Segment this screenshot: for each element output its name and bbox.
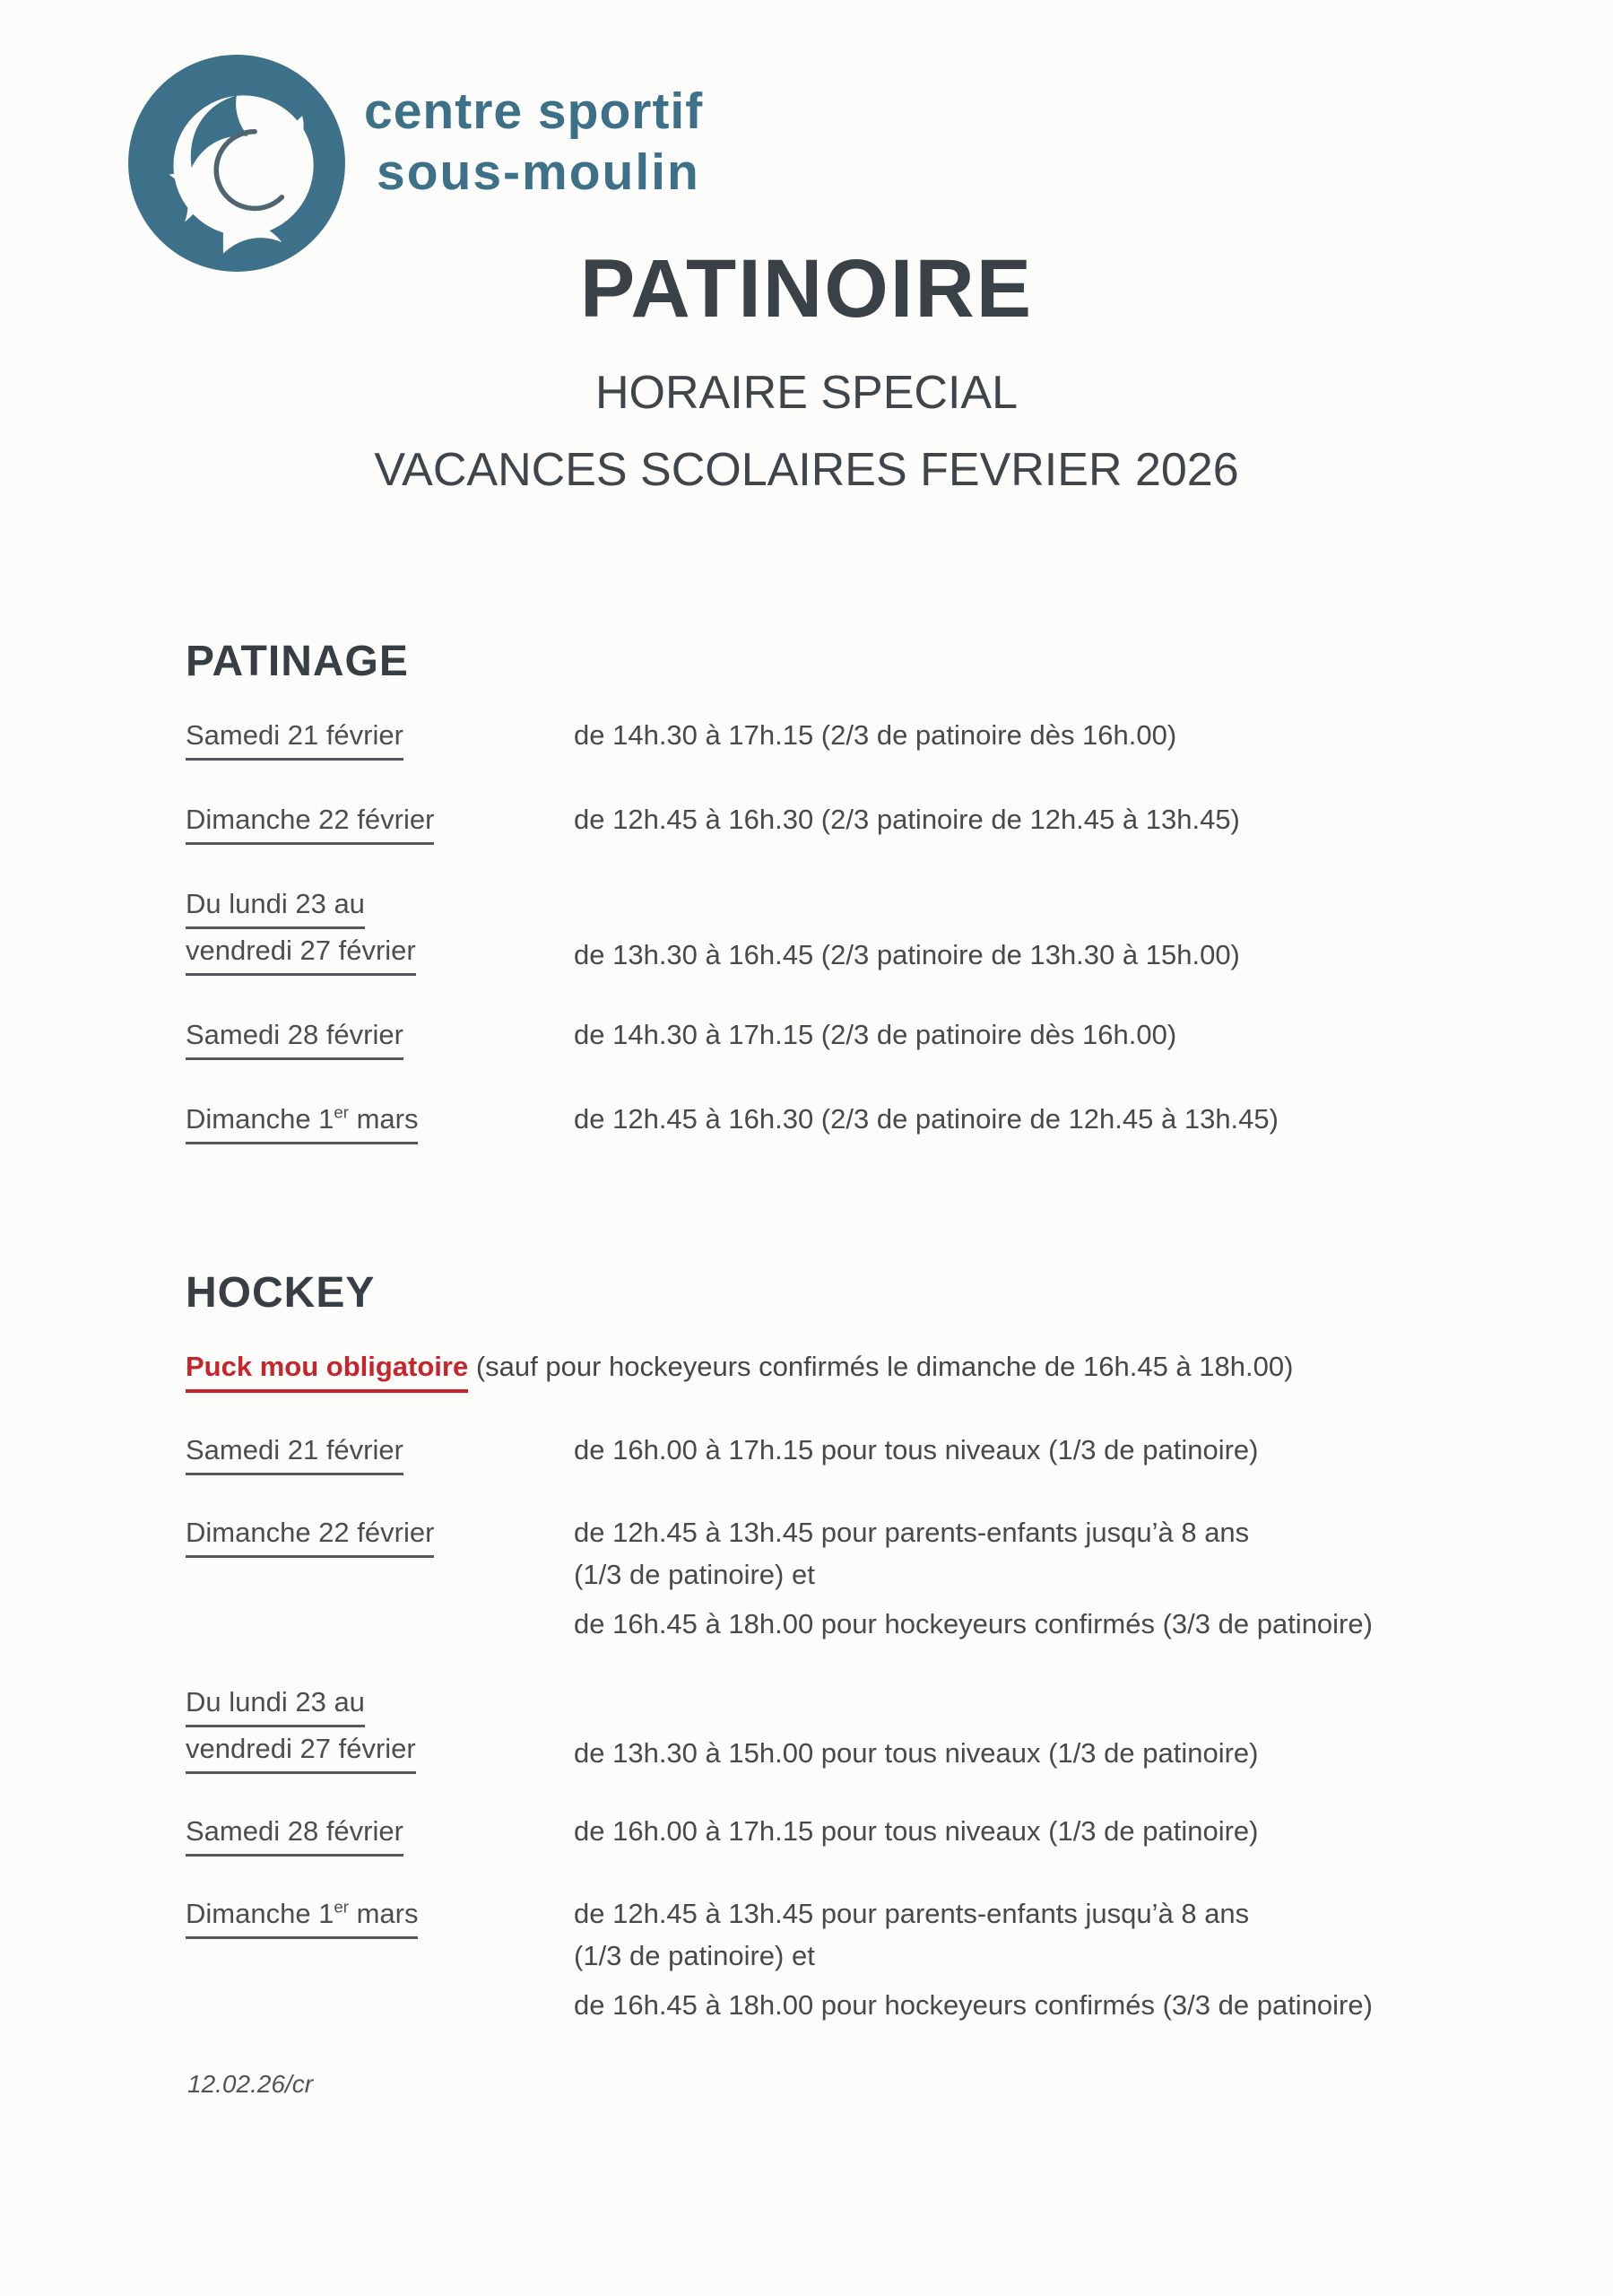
hockey-section xyxy=(186,1269,1486,2026)
time-text: de 16h.00 à 17h.15 pour tous niveaux (1/3 de patinoire) xyxy=(574,1815,1259,1847)
table-row xyxy=(186,1429,1486,1475)
time-text: de 16h.45 à 18h.00 pour hockeyeurs confirmés (3/3 de patinoire) xyxy=(574,1608,1373,1639)
time-text: de 14h.30 à 17h.15 (2/3 de patinoire dès 16h.00) xyxy=(574,719,1177,751)
date-prefix: Dimanche 1 xyxy=(186,1898,334,1929)
date-text: Samedi 28 février xyxy=(186,1810,403,1857)
date-text: Dimanche 22 février xyxy=(186,798,434,845)
time-text: de 16h.00 à 17h.15 pour tous niveaux (1/3 de patinoire) xyxy=(574,1434,1259,1465)
date-suffix: mars xyxy=(348,1898,419,1929)
time-cell xyxy=(574,1892,1486,2026)
time-text: de 12h.45 à 16h.30 (2/3 patinoire de 12h.45 à 13h.45) xyxy=(574,804,1240,835)
puck-note-rest: (sauf pour hockeyeurs confirmés le dimanche de 16h.45 à 18h.00) xyxy=(468,1351,1294,1382)
table-row xyxy=(186,883,1486,976)
date-line xyxy=(186,798,574,845)
time-cell xyxy=(574,1511,1486,1645)
date-text: Du lundi 23 au xyxy=(186,1681,365,1727)
date-text xyxy=(186,1098,418,1144)
date-text: Samedi 21 février xyxy=(186,714,403,761)
logo-name-line2: sous-moulin xyxy=(377,144,700,202)
page-title: PATINOIRE xyxy=(579,243,1034,335)
date-line xyxy=(186,929,574,976)
date-line xyxy=(186,1511,574,1558)
date-text: vendredi 27 février xyxy=(186,929,416,976)
puck-note-bold: Puck mou obligatoire xyxy=(186,1345,468,1393)
time-cell xyxy=(574,934,1486,976)
date-cell xyxy=(186,798,574,845)
date-cell xyxy=(186,714,574,761)
time-text: de 14h.30 à 17h.15 (2/3 de patinoire dès 16h.00) xyxy=(574,1019,1177,1050)
table-row xyxy=(186,1098,1486,1144)
table-row xyxy=(186,1681,1486,1774)
table-row xyxy=(186,1013,1486,1060)
time-text: de 13h.30 à 16h.45 (2/3 patinoire de 13h.30 à 15h.00) xyxy=(574,939,1240,970)
date-text xyxy=(186,1892,418,1939)
date-cell xyxy=(186,1681,574,1774)
date-text: vendredi 27 février xyxy=(186,1727,416,1774)
date-cell xyxy=(186,1429,574,1475)
time-cell xyxy=(574,1810,1486,1852)
date-prefix: Dimanche 1 xyxy=(186,1103,334,1135)
puck-note xyxy=(186,1345,1486,1393)
time-cell xyxy=(574,1098,1486,1140)
date-text: Dimanche 22 février xyxy=(186,1511,434,1558)
table-row xyxy=(186,1810,1486,1857)
time-text: de 16h.45 à 18h.00 pour hockeyeurs confirmés (3/3 de patinoire) xyxy=(574,1989,1373,2021)
date-line xyxy=(186,1429,574,1475)
date-line xyxy=(186,1810,574,1857)
time-text: (1/3 de patinoire) et xyxy=(574,1940,815,1971)
date-line xyxy=(186,1013,574,1060)
table-row xyxy=(186,1892,1486,2026)
table-row xyxy=(186,798,1486,845)
document-reference: 12.02.26/cr xyxy=(187,2070,314,2098)
date-cell xyxy=(186,883,574,976)
page-subtitle: HORAIRE SPECIAL xyxy=(594,367,1019,419)
logo-wordmark xyxy=(364,81,703,204)
date-cell xyxy=(186,1511,574,1558)
page-subtitle-2: VACANCES SCOLAIRES FEVRIER 2026 xyxy=(374,444,1239,496)
date-text: Du lundi 23 au xyxy=(186,883,365,929)
time-cell xyxy=(574,1732,1486,1774)
date-suffix: mars xyxy=(348,1103,419,1135)
date-line xyxy=(186,1681,574,1727)
date-line xyxy=(186,1098,574,1144)
time-text: (1/3 de patinoire) et xyxy=(574,1559,815,1590)
time-cell xyxy=(574,1429,1486,1471)
date-text: Samedi 28 février xyxy=(186,1013,403,1060)
table-row xyxy=(186,1511,1486,1645)
date-ordinal: er xyxy=(334,1102,349,1122)
date-cell xyxy=(186,1098,574,1144)
date-cell xyxy=(186,1810,574,1857)
table-row xyxy=(186,714,1486,761)
date-text: Samedi 21 février xyxy=(186,1429,403,1475)
date-line xyxy=(186,883,574,929)
patinage-section xyxy=(186,640,1486,1144)
date-cell xyxy=(186,1892,574,1939)
sous-moulin-logo-icon xyxy=(124,50,350,276)
time-cell xyxy=(574,798,1486,840)
date-line xyxy=(186,1892,574,1939)
hockey-heading: HOCKEY xyxy=(186,1269,376,1317)
date-ordinal: er xyxy=(334,1897,349,1917)
patinage-heading: PATINAGE xyxy=(186,638,409,685)
time-text: de 12h.45 à 13h.45 pour parents-enfants jusqu’à 8 ans xyxy=(574,1898,1250,1929)
time-text: de 13h.30 à 15h.00 pour tous niveaux (1/3 de patinoire) xyxy=(574,1737,1259,1769)
time-text: de 12h.45 à 13h.45 pour parents-enfants jusqu’à 8 ans xyxy=(574,1517,1250,1548)
time-text: de 12h.45 à 16h.30 (2/3 de patinoire de 12h.45 à 13h.45) xyxy=(574,1103,1279,1135)
logo-name-line1: centre sportif xyxy=(364,83,704,140)
time-cell xyxy=(574,714,1486,756)
date-line xyxy=(186,1727,574,1774)
time-cell xyxy=(574,1013,1486,1056)
date-line xyxy=(186,714,574,761)
date-cell xyxy=(186,1013,574,1060)
